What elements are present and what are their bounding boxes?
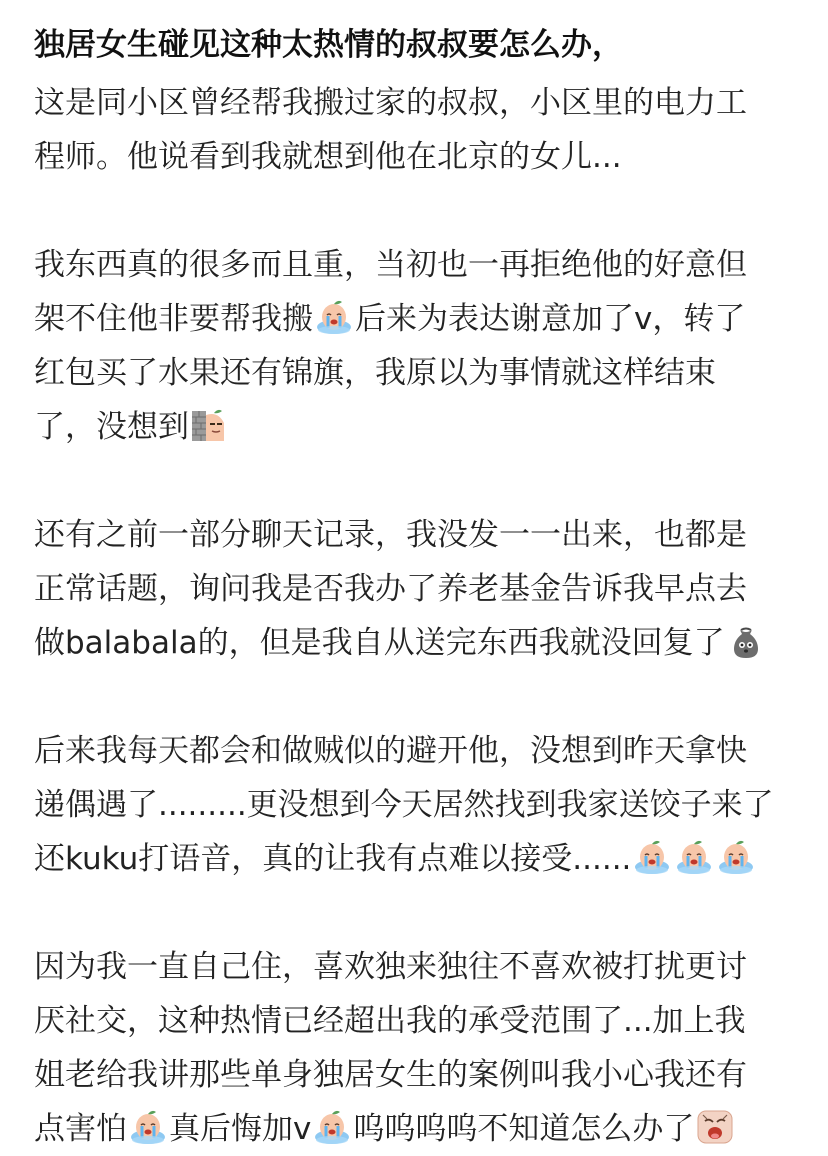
text-line: 厌社交，这种热情已经超出我的承受范围了...加上我 <box>34 1003 746 1039</box>
text-line <box>34 292 814 346</box>
text-line: 递偶遇了.........更没想到今天居然找到我家送饺子来了 <box>34 787 774 823</box>
paragraph-4 <box>34 724 814 886</box>
paragraph-5 <box>34 940 814 1156</box>
text-line: 因为我一直自己住，喜欢独来独往不喜欢被打扰更讨 <box>34 949 747 985</box>
crying-emoji-icon <box>128 1109 168 1145</box>
text-segment: 做balabala的，但是我自从送完东西我就没回复了 <box>34 625 725 661</box>
text-line: 这是同小区曾经帮我搬过家的叔叔，小区里的电力工 <box>34 85 747 121</box>
text-line: 还有之前一部分聊天记录，我没发一一出来，也都是 <box>34 517 747 553</box>
paragraph-1 <box>34 76 814 184</box>
crying-emoji-icon <box>674 839 714 875</box>
paragraph-gap <box>34 886 814 940</box>
text-line <box>34 400 814 454</box>
text-line: 我东西真的很多而且重，当初也一再拒绝他的好意但 <box>34 247 747 283</box>
text-segment: 真后悔加v <box>169 1111 312 1147</box>
paragraph-2 <box>34 238 814 454</box>
crying-emoji-icon <box>312 1109 352 1145</box>
paragraph-gap <box>34 184 814 238</box>
text-segment: 还kuku打语音，真的让我有点难以接受...... <box>34 841 632 877</box>
text-line: 程师。他说看到我就想到他在北京的女儿... <box>34 139 622 175</box>
text-line <box>34 616 814 670</box>
crying-emoji-icon <box>314 299 354 335</box>
paragraph-gap <box>34 670 814 724</box>
text-line: 姐老给我讲那些单身独居女生的案例叫我小心我还有 <box>34 1057 747 1093</box>
text-line: 后来我每天都会和做贼似的避开他，没想到昨天拿快 <box>34 733 747 769</box>
text-line: 正常话题，询问我是否我办了养老基金告诉我早点去 <box>34 571 747 607</box>
text-segment: 后来为表达谢意加了v，转了 <box>355 301 746 337</box>
text-line <box>34 1102 814 1156</box>
text-segment: 架不住他非要帮我搬 <box>34 301 313 337</box>
post-title: 独居女生碰见这种太热情的叔叔要怎么办， <box>34 27 623 63</box>
text-segment: 呜呜呜呜不知道怎么办了 <box>353 1111 695 1147</box>
wall-peek-emoji-icon <box>190 407 230 443</box>
text-segment: 点害怕 <box>34 1111 127 1147</box>
paragraph-3 <box>34 508 814 670</box>
crying-emoji-icon <box>716 839 756 875</box>
post-body <box>34 0 814 1156</box>
sack-emoji-icon <box>726 623 766 659</box>
crying-emoji-icon <box>632 839 672 875</box>
paragraph-gap <box>34 454 814 508</box>
text-line: 红包买了水果还有锦旗，我原以为事情就这样结束 <box>34 355 716 391</box>
text-line <box>34 832 814 886</box>
screaming-emoji-icon <box>695 1109 735 1145</box>
text-segment: 了，没想到 <box>34 409 189 445</box>
